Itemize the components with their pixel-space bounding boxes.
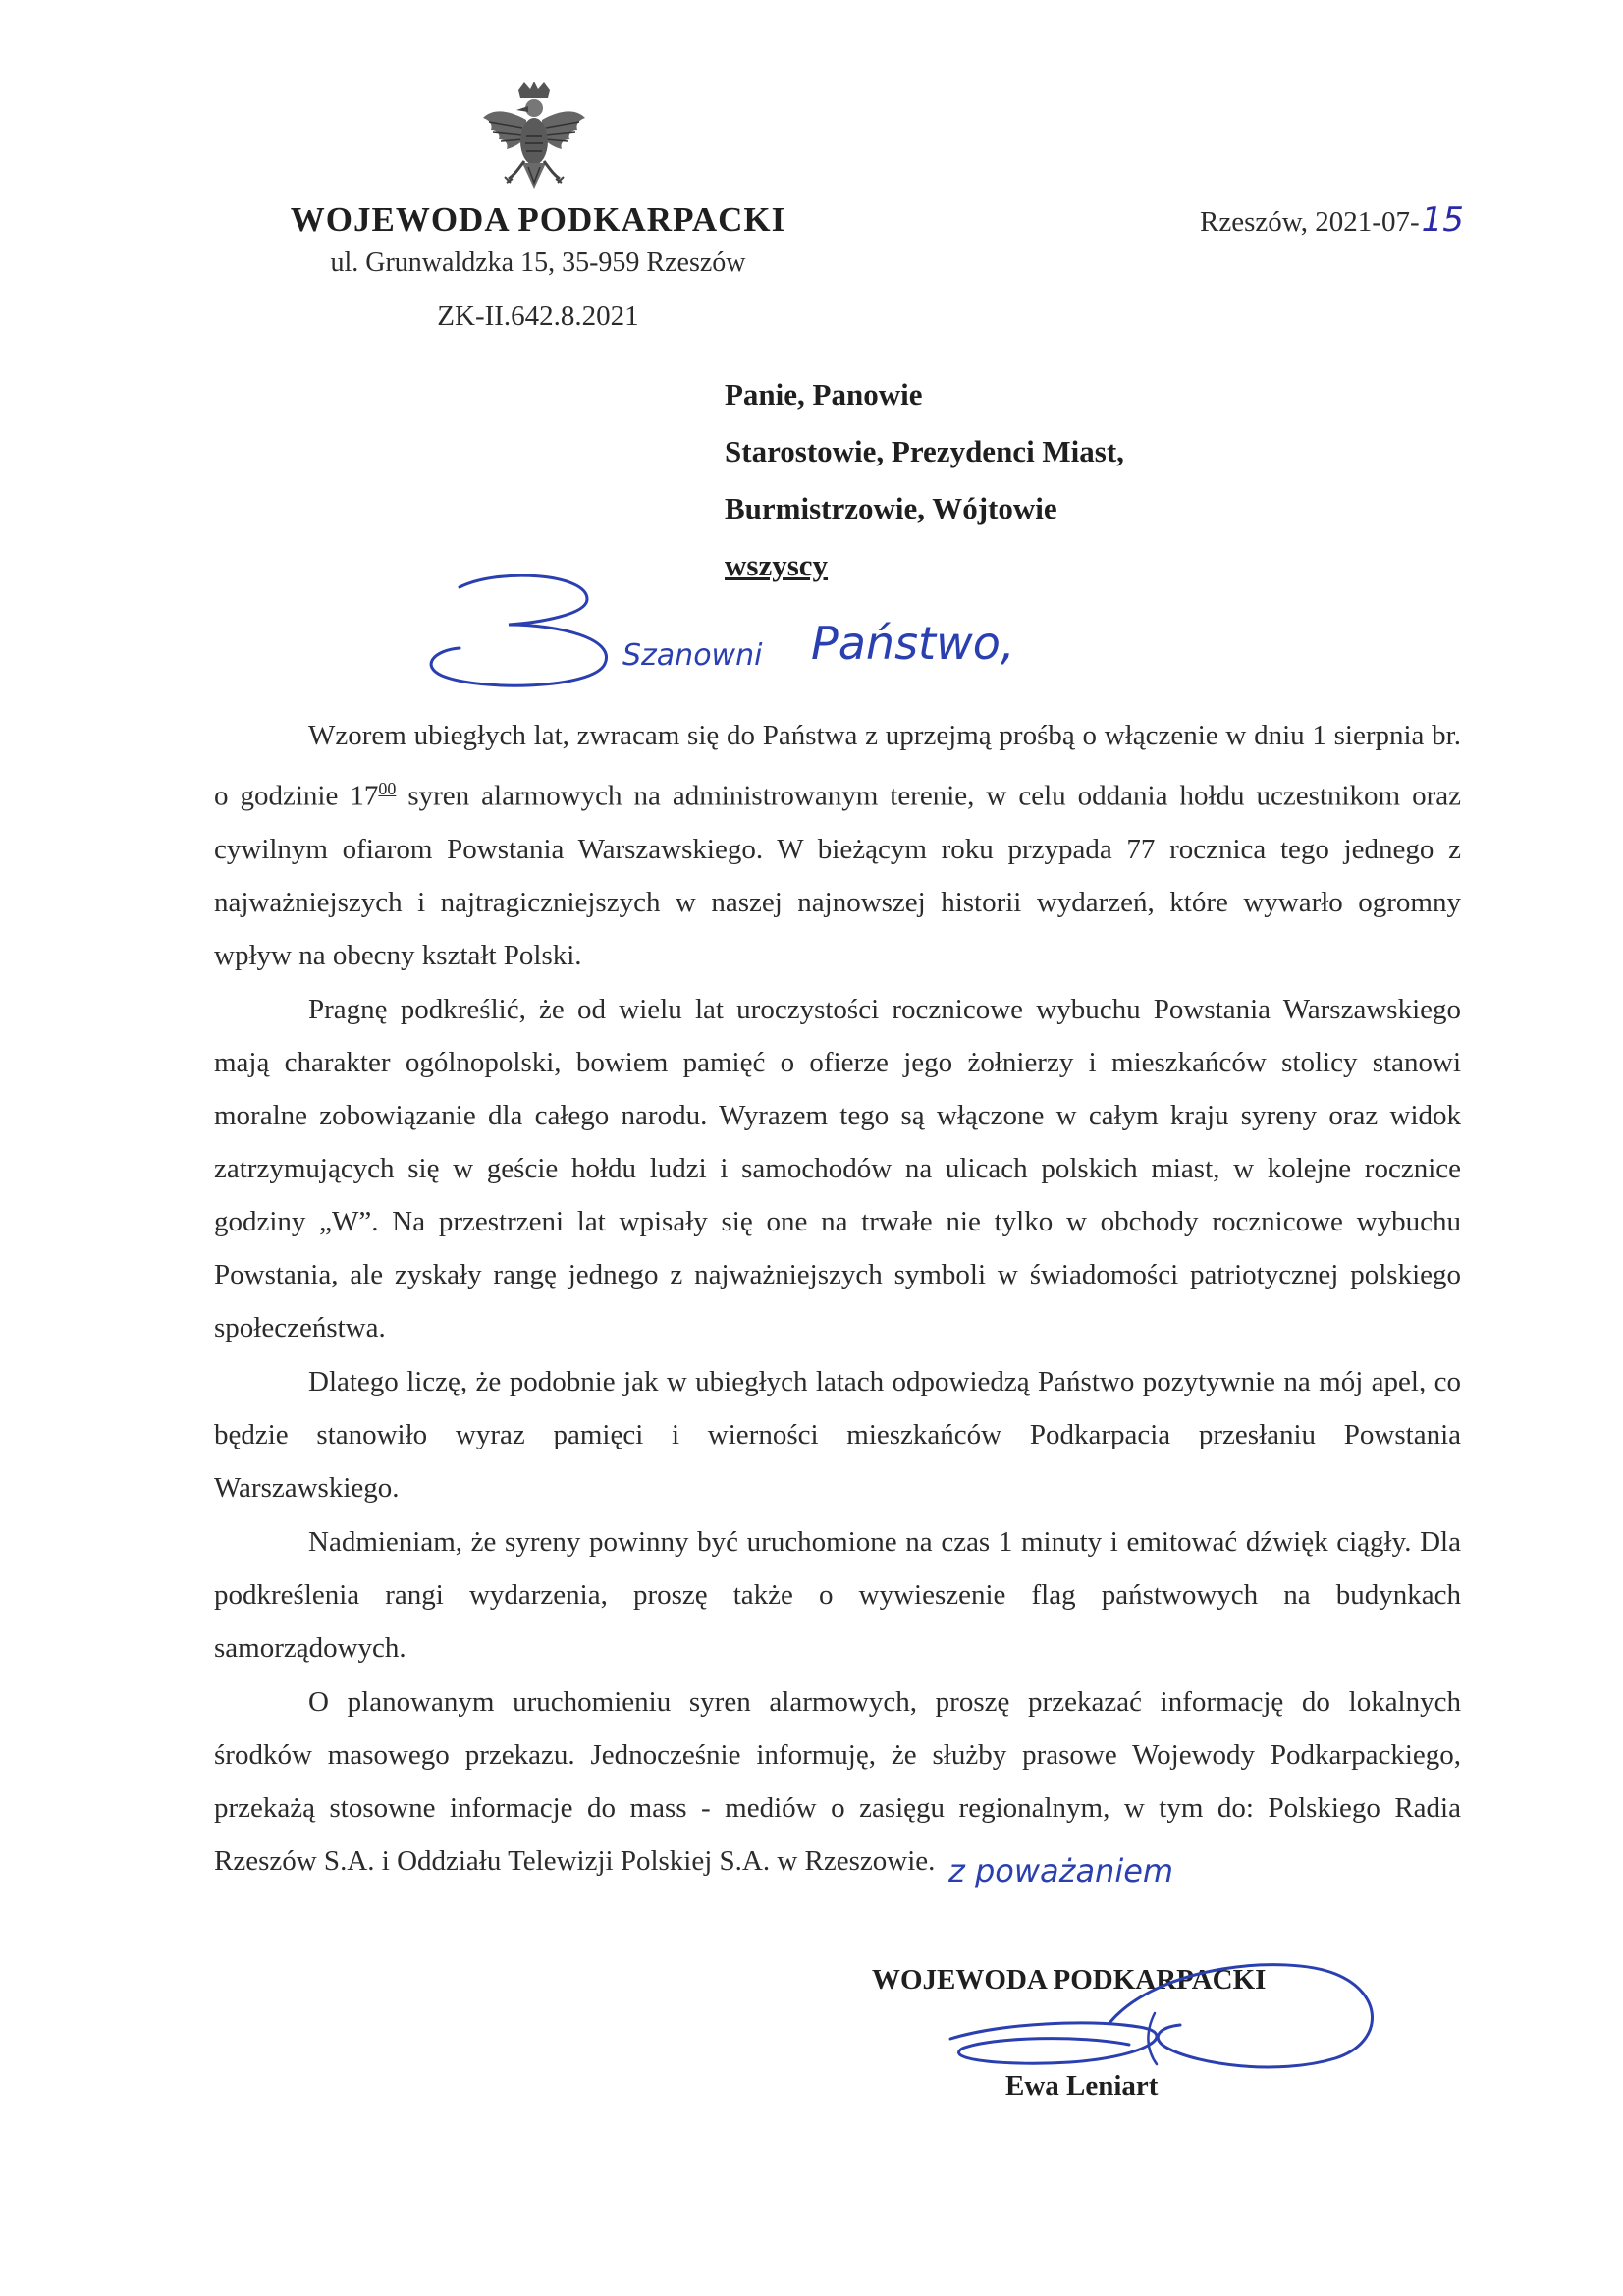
hour-minutes-superscript: 00 xyxy=(378,779,397,798)
addressee-line-1: Panie, Panowie xyxy=(725,377,923,411)
letter-sender-title: WOJEWODA PODKARPACKI xyxy=(290,200,786,239)
paragraph-1 xyxy=(214,709,1461,982)
letter-date xyxy=(1200,200,1464,240)
reference-number: ZK-II.642.8.2021 xyxy=(437,301,639,332)
addressee-line-4: wszyscy xyxy=(725,548,829,582)
paragraph-5: O planowanym uruchomieniu syren alarmowych, proszę przekazać informację do lokalnych środków masowego przekazu. Jednocześnie informuję, że służby prasowe Wojewody Podkarpackiego, przekażą stosowne informacje do mass - mediów o zasięgu regionalnym, w tym do: Polskiego Radia Rzeszów S.A. i Oddziału Telewizji Polskiej S.A. w Rzeszowie. xyxy=(214,1685,1461,1877)
date-prefix: Rzeszów, 2021-07- xyxy=(1200,206,1420,238)
paragraph-1-text-a: Wzorem ubiegłych lat, zwracam się do Państwa z uprzejmą prośbą o włączenie w dniu 1 sierpnia br. o godzinie 17 xyxy=(214,720,1461,812)
date-day-handwritten: 15 xyxy=(1421,200,1464,240)
letter-body xyxy=(214,709,1461,1888)
addressee-line-2: Starostowie, Prezydenci Miast, xyxy=(725,434,1124,468)
paragraph-4: Nadmieniam, że syreny powinny być uruchomione na czas 1 minuty i emitować dźwięk ciągły. Dla podkreślenia rangi wydarzenia, proszę także o wywieszenie flag państwowych na budynkach samorządowych. xyxy=(214,1525,1461,1664)
handwritten-signature xyxy=(923,1954,1434,2092)
signatory-name: Ewa Leniart xyxy=(1005,2070,1159,2102)
paragraph-2: Pragnę podkreślić, że od wielu lat uroczystości rocznicowe wybuchu Powstania Warszawskiego mają charakter ogólnopolski, bowiem pamięć o ofierze jego żołnierzy i mieszkańców stolicy stanowi moralne zobowiązanie dla całego narodu. Wyrazem tego są włączone w całym kraju syreny oraz widok zatrzymujących się w geście hołdu ludzi i samochodów na ulicach polskich miast, w kolejne rocznice godziny „W”. Na przestrzeni lat wpisały się one na trwałe nie tylko w obchody rocznicowe wybuchu Powstania, ale zyskały rangę jednego z najważniejszych symboli w świadomości patriotycznej polskiego społeczeństwa. xyxy=(214,993,1461,1343)
paragraph-1-text-b: syren alarmowych na administrowanym terenie, w celu oddania hołdu uczestnikom oraz cywilnym ofiarom Powstania Warszawskiego. W bieżącym roku przypada 77 rocznica tego jednego z najważniejszych i najtragiczniejszych w naszej najnowszej historii wydarzeń, które wywarło ogromny wpływ na obecny kształt Polski. xyxy=(214,780,1461,971)
signatory-title: WOJEWODA PODKARPACKI xyxy=(872,1964,1267,1995)
addressee-line-3: Burmistrzowie, Wójtowie xyxy=(725,491,1057,525)
handwritten-closing-note: z poważaniem xyxy=(948,1852,1174,1889)
greeting-word-2: Państwo, xyxy=(811,617,1015,670)
paragraph-3: Dlatego liczę, że podobnie jak w ubiegłych latach odpowiedzą Państwo pozytywnie na mój apel, co będzie stanowiło wyraz pamięci i wierności mieszkańców Podkarpacia przesłaniu Powstania Warszawskiego. xyxy=(214,1365,1461,1503)
sender-address: ul. Grunwaldzka 15, 35-959 Rzeszów xyxy=(330,247,746,278)
greeting-word-1: Szanowni xyxy=(622,638,763,673)
polish-eagle-icon xyxy=(479,81,589,202)
